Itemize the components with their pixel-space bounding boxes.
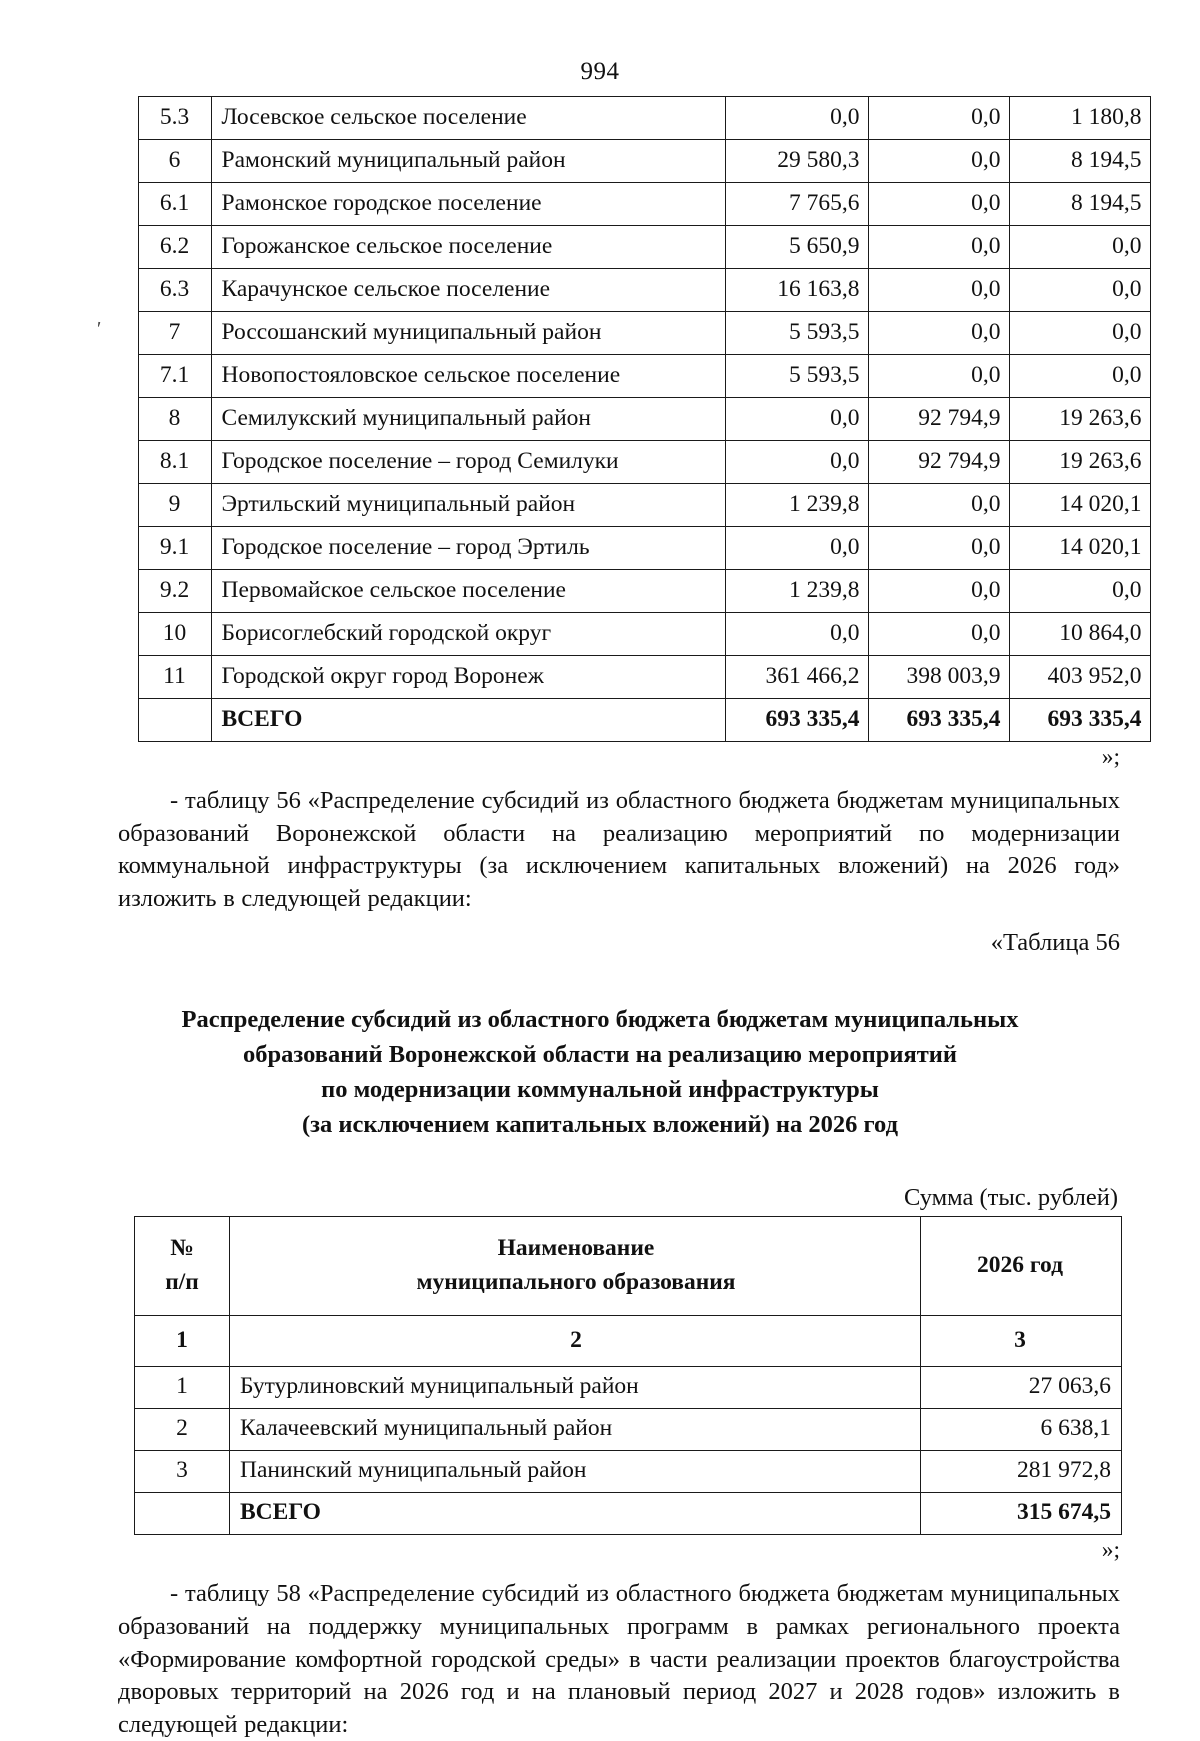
row-number: 6.1 [138, 183, 211, 226]
row-name: Новопостояловское сельское поселение [211, 355, 725, 398]
header-name-line-2: муниципального образования [416, 1269, 736, 1296]
row-value-2: 0,0 [868, 312, 1009, 355]
row-value-2: 0,0 [868, 527, 1009, 570]
row-name: Борисоглебский городской округ [211, 613, 725, 656]
row-name: Лосевское сельское поселение [211, 97, 725, 140]
row-value-3: 19 263,6 [1009, 398, 1150, 441]
row-number: 3 [135, 1451, 230, 1493]
row-value-1: 7 765,6 [725, 183, 868, 226]
row-value-2: 0,0 [868, 484, 1009, 527]
paragraph-table-58-intro: - таблицу 58 «Распределение субсидий из областного бюджета бюджетам муниципальных образований на поддержку муниципальных программ в рамках регионального проекта «Формирование комфортной городской среды» в части реализации проектов благоустройства дворовых территорий на 2026 год и на плановый период 2027 и 2028 годов» изложить в следующей редакции: [118, 1580, 1120, 1738]
row-value-3: 0,0 [1009, 226, 1150, 269]
row-name: Городской округ город Воронеж [211, 656, 725, 699]
row-value-1: 29 580,3 [725, 140, 868, 183]
table-total-row [135, 1493, 1122, 1535]
table-row [138, 398, 1150, 441]
header-number-line-2: п/п [165, 1269, 199, 1296]
heading-line-2: образований Воронежской области на реализацию мероприятий [243, 1041, 957, 1069]
row-value-2: 0,0 [868, 140, 1009, 183]
header-year-column: 2026 год [921, 1217, 1122, 1316]
total-number [138, 699, 211, 742]
row-name: Горожанское сельское поселение [211, 226, 725, 269]
table-row [135, 1451, 1122, 1493]
total-value: 315 674,5 [921, 1493, 1122, 1535]
total-number [135, 1493, 230, 1535]
row-number: 7.1 [138, 355, 211, 398]
heading-line-1: Распределение субсидий из областного бюджета бюджетам муниципальных [181, 1006, 1019, 1034]
table-row [138, 570, 1150, 613]
row-value-3: 0,0 [1009, 312, 1150, 355]
column-index-2: 2 [230, 1316, 921, 1367]
row-value-2: 0,0 [868, 355, 1009, 398]
row-name: Карачунское сельское поселение [211, 269, 725, 312]
row-value-3: 8 194,5 [1009, 183, 1150, 226]
row-number: 9.1 [138, 527, 211, 570]
row-name: Рамонское городское поселение [211, 183, 725, 226]
row-name: Бутурлиновский муниципальный район [230, 1367, 921, 1409]
row-number: 8 [138, 398, 211, 441]
row-number: 8.1 [138, 441, 211, 484]
paragraph-table-56-intro: - таблицу 56 «Распределение субсидий из областного бюджета бюджетам муниципальных образований Воронежской области на реализацию мероприятий по модернизации коммунальной инфраструктуры (за исключением капитальных вложений) на 2026 год» изложить в следующей редакции: [118, 787, 1120, 912]
row-number: 5.3 [138, 97, 211, 140]
total-value-3: 693 335,4 [1009, 699, 1150, 742]
table-row [138, 656, 1150, 699]
table-row [138, 484, 1150, 527]
row-value-1: 5 593,5 [725, 312, 868, 355]
row-number: 9.2 [138, 570, 211, 613]
row-number: 7 [138, 312, 211, 355]
row-value-2: 92 794,9 [868, 441, 1009, 484]
row-name: Городское поселение – город Семилуки [211, 441, 725, 484]
heading-line-3: по модернизации коммунальной инфраструктуры [321, 1075, 879, 1103]
row-name: Городское поселение – город Эртиль [211, 527, 725, 570]
row-value-3: 0,0 [1009, 355, 1150, 398]
row-number: 6.3 [138, 269, 211, 312]
table-row [138, 312, 1150, 355]
table-row [138, 269, 1150, 312]
header-name-column [230, 1217, 921, 1316]
row-value-3: 19 263,6 [1009, 441, 1150, 484]
column-index-1: 1 [135, 1316, 230, 1367]
table-row [138, 97, 1150, 140]
heading-line-4: (за исключением капитальных вложений) на 2026 год [302, 1110, 898, 1138]
row-value-2: 92 794,9 [868, 398, 1009, 441]
table-row [138, 355, 1150, 398]
row-name: Рамонский муниципальный район [211, 140, 725, 183]
row-number: 10 [138, 613, 211, 656]
row-value: 6 638,1 [921, 1409, 1122, 1451]
table-one-body [138, 97, 1150, 742]
total-value-1: 693 335,4 [725, 699, 868, 742]
table-row [138, 441, 1150, 484]
total-value-2: 693 335,4 [868, 699, 1009, 742]
table-row [138, 226, 1150, 269]
row-number: 1 [135, 1367, 230, 1409]
row-value: 281 972,8 [921, 1451, 1122, 1493]
units-caption: Сумма (тыс. рублей) [903, 1184, 1118, 1212]
row-value-1: 0,0 [725, 97, 868, 140]
row-number: 11 [138, 656, 211, 699]
row-name: Калачеевский муниципальный район [230, 1409, 921, 1451]
table-row [138, 527, 1150, 570]
row-value-1: 5 650,9 [725, 226, 868, 269]
row-value-1: 1 239,8 [725, 484, 868, 527]
page-number: 994 [580, 58, 620, 85]
row-value-3: 10 864,0 [1009, 613, 1150, 656]
row-number: 6.2 [138, 226, 211, 269]
table-two-container [134, 1216, 1111, 1535]
table-row [135, 1409, 1122, 1451]
row-name: Панинский муниципальный район [230, 1451, 921, 1493]
table-56-label: «Таблица 56 [990, 929, 1120, 957]
row-value-1: 5 593,5 [725, 355, 868, 398]
total-label: ВСЕГО [211, 699, 725, 742]
row-value-2: 0,0 [868, 183, 1009, 226]
row-value-3: 0,0 [1009, 269, 1150, 312]
table-header-row [135, 1217, 1122, 1316]
row-value-2: 0,0 [868, 613, 1009, 656]
table-row [138, 140, 1150, 183]
table-row [138, 613, 1150, 656]
total-label: ВСЕГО [230, 1493, 921, 1535]
row-value-1: 0,0 [725, 398, 868, 441]
row-value-1: 0,0 [725, 527, 868, 570]
closing-quote-mark-1: »; [1101, 744, 1120, 770]
row-value-3: 403 952,0 [1009, 656, 1150, 699]
scan-artifact-mark: ' [93, 317, 102, 341]
row-value-1: 0,0 [725, 441, 868, 484]
row-value-3: 14 020,1 [1009, 527, 1150, 570]
row-value-2: 0,0 [868, 226, 1009, 269]
table-one [138, 96, 1151, 742]
row-value-3: 0,0 [1009, 570, 1150, 613]
row-value-1: 16 163,8 [725, 269, 868, 312]
row-name: Семилукский муниципальный район [211, 398, 725, 441]
row-value-1: 0,0 [725, 613, 868, 656]
row-value-3: 8 194,5 [1009, 140, 1150, 183]
row-number: 2 [135, 1409, 230, 1451]
row-name: Первомайское сельское поселение [211, 570, 725, 613]
row-value-2: 0,0 [868, 570, 1009, 613]
row-number: 9 [138, 484, 211, 527]
row-value-2: 0,0 [868, 269, 1009, 312]
row-value-2: 398 003,9 [868, 656, 1009, 699]
closing-quote-mark-2: »; [1101, 1537, 1120, 1564]
page-title [112, 1003, 1088, 1142]
table-row [135, 1367, 1122, 1409]
row-value-3: 1 180,8 [1009, 97, 1150, 140]
row-value-1: 1 239,8 [725, 570, 868, 613]
table-two-head [135, 1217, 1122, 1367]
header-name-line-1: Наименование [497, 1235, 655, 1262]
header-number-column [135, 1217, 230, 1316]
table-two-body [135, 1367, 1122, 1535]
row-value-1: 361 466,2 [725, 656, 868, 699]
row-name: Россошанский муниципальный район [211, 312, 725, 355]
table-row [138, 183, 1150, 226]
table-one-container [138, 96, 1142, 742]
table-column-numbering-row [135, 1316, 1122, 1367]
table-total-row [138, 699, 1150, 742]
row-value-3: 14 020,1 [1009, 484, 1150, 527]
row-value-2: 0,0 [868, 97, 1009, 140]
row-number: 6 [138, 140, 211, 183]
table-two [134, 1216, 1122, 1535]
row-value: 27 063,6 [921, 1367, 1122, 1409]
row-name: Эртильский муниципальный район [211, 484, 725, 527]
column-index-3: 3 [921, 1316, 1122, 1367]
header-number-line-1: № [170, 1235, 194, 1262]
